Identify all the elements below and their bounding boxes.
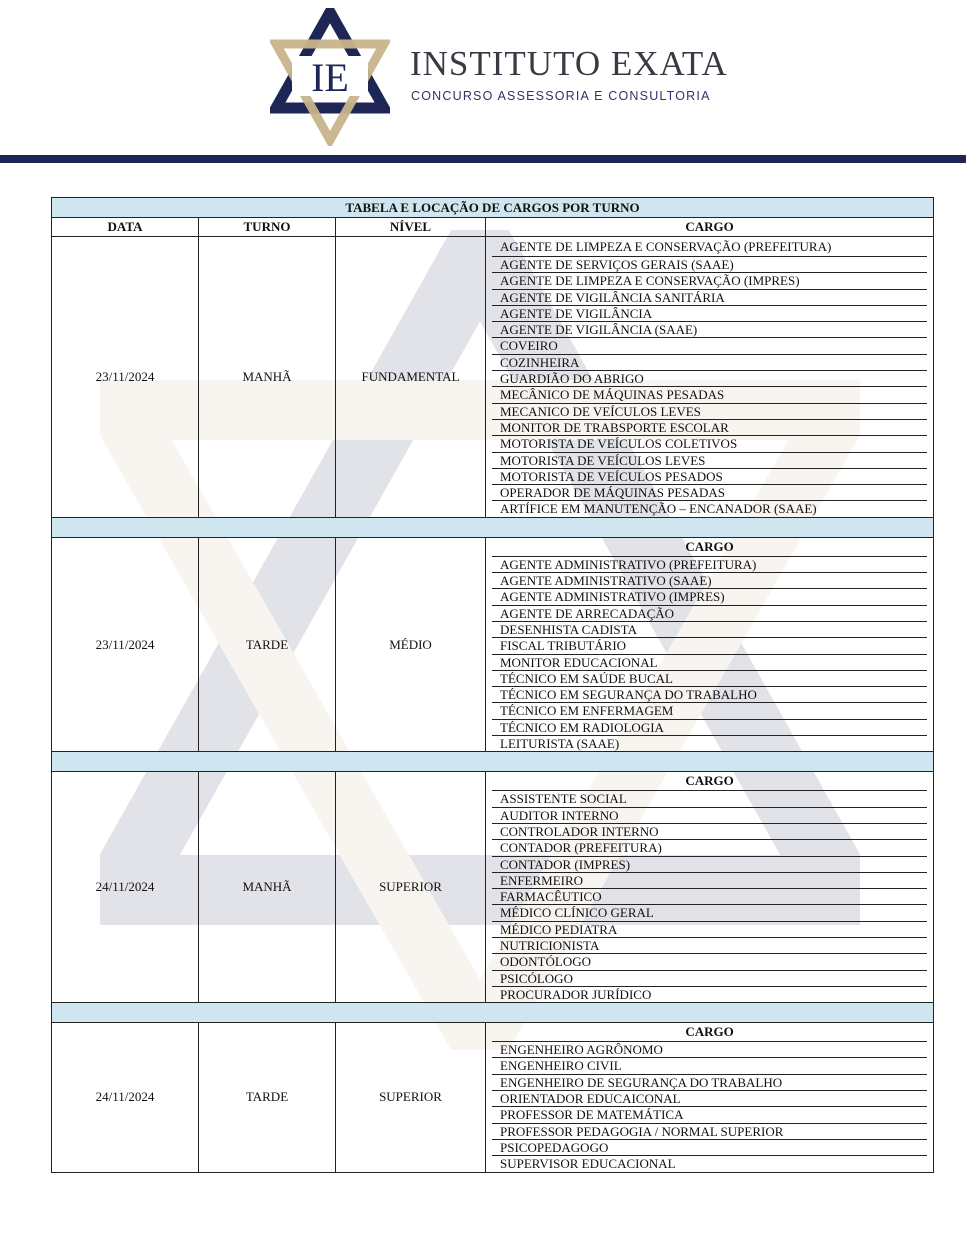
schedule-block-row xyxy=(52,1023,934,1172)
cargo-list xyxy=(492,538,927,752)
cargo-list-item: COZINHEIRA xyxy=(492,355,927,371)
cargo-list-item: TÉCNICO EM RADIOLOGIA xyxy=(492,720,927,736)
block-turno: TARDE xyxy=(199,1023,336,1172)
header-rule xyxy=(0,155,966,163)
cargo-list-item: ENGENHEIRO CIVIL xyxy=(492,1058,927,1074)
table-title: TABELA E LOCAÇÃO DE CARGOS POR TURNO xyxy=(52,198,934,218)
cargo-list-item: PSICÓLOGO xyxy=(492,971,927,987)
schedule-block-row xyxy=(52,237,934,518)
cargo-list-item: AUDITOR INTERNO xyxy=(492,808,927,824)
cargo-list-item: ENGENHEIRO AGRÔNOMO xyxy=(492,1042,927,1058)
cargo-list-item: ASSISTENTE SOCIAL xyxy=(492,791,927,807)
brand-subtitle: CONCURSO ASSESSORIA E CONSULTORIA xyxy=(411,89,711,103)
cargo-list-item: TÉCNICO EM ENFERMAGEM xyxy=(492,703,927,719)
cargo-list-item: MONITOR DE TRABSPORTE ESCOLAR xyxy=(492,420,927,436)
cargo-list xyxy=(492,1023,927,1171)
cargo-list-item: MECÂNICO DE MÁQUINAS PESADAS xyxy=(492,387,927,403)
cargo-list-item: COVEIRO xyxy=(492,338,927,354)
cargo-subheader: CARGO xyxy=(492,538,927,557)
cargo-list-item: ENGENHEIRO DE SEGURANÇA DO TRABALHO xyxy=(492,1075,927,1091)
cargo-list-item: AGENTE ADMINISTRATIVO (SAAE) xyxy=(492,573,927,589)
cargo-list-item: FISCAL TRIBUTÁRIO xyxy=(492,638,927,654)
block-turno: MANHÃ xyxy=(199,772,336,1003)
cargo-list-item: PSICOPEDAGOGO xyxy=(492,1140,927,1156)
schedule-block-row xyxy=(52,772,934,1003)
cargo-list-item: AGENTE DE ARRECADAÇÃO xyxy=(492,606,927,622)
block-nivel: MÉDIO xyxy=(336,537,486,752)
cargo-subheader: CARGO xyxy=(492,1023,927,1042)
header-date: DATA xyxy=(52,218,199,237)
block-turno: TARDE xyxy=(199,537,336,752)
instituto-exata-logo-icon xyxy=(270,8,390,146)
block-date: 23/11/2024 xyxy=(52,537,199,752)
cargo-list-item: AGENTE DE VIGILÂNCIA xyxy=(492,306,927,322)
block-date: 24/11/2024 xyxy=(52,1023,199,1172)
cargo-list-item: CONTADOR (PREFEITURA) xyxy=(492,840,927,856)
block-turno: MANHÃ xyxy=(199,237,336,518)
section-spacer xyxy=(52,517,934,537)
cargo-list-item: MOTORISTA DE VEÍCULOS COLETIVOS xyxy=(492,436,927,452)
cargo-list-item: MÉDICO CLÍNICO GERAL xyxy=(492,905,927,921)
header-cargo: CARGO xyxy=(486,218,934,237)
block-nivel: SUPERIOR xyxy=(336,772,486,1003)
cargo-list-item: MONITOR EDUCACIONAL xyxy=(492,655,927,671)
logo-monogram: IE xyxy=(311,55,349,100)
cargo-list-cell xyxy=(486,237,934,518)
cargo-list-cell xyxy=(486,537,934,752)
section-spacer xyxy=(52,752,934,772)
header-nivel: NÍVEL xyxy=(336,218,486,237)
cargo-list-item: NUTRICIONISTA xyxy=(492,938,927,954)
cargo-list-item: MOTORISTA DE VEÍCULOS LEVES xyxy=(492,453,927,469)
section-spacer xyxy=(52,1003,934,1023)
cargo-list xyxy=(492,237,927,517)
cargo-list-item: ORIENTADOR EDUCAICONAL xyxy=(492,1091,927,1107)
cargo-subheader: CARGO xyxy=(492,772,927,791)
block-nivel: SUPERIOR xyxy=(336,1023,486,1172)
section-spacer-row xyxy=(52,517,934,537)
cargo-list-item: AGENTE ADMINISTRATIVO (IMPRES) xyxy=(492,589,927,605)
cargo-list-item: PROCURADOR JURÍDICO xyxy=(500,986,652,1002)
cargo-list-item: OPERADOR DE MÁQUINAS PESADAS xyxy=(492,485,927,501)
cargo-list-item: AGENTE ADMINISTRATIVO (PREFEITURA) xyxy=(492,557,927,573)
cargo-list-item: FARMACÊUTICO xyxy=(492,889,927,905)
section-spacer-row xyxy=(52,752,934,772)
cargo-list-item: ENFERMEIRO xyxy=(492,873,927,889)
cargo-list-cell xyxy=(486,772,934,1003)
cargo-list-item: AGENTE DE LIMPEZA E CONSERVAÇÃO (PREFEITURA) xyxy=(492,237,927,257)
schedule-block-row xyxy=(52,537,934,752)
block-date: 23/11/2024 xyxy=(52,237,199,518)
cargo-list-cell xyxy=(486,1023,934,1172)
cargo-list-item: ODONTÓLOGO xyxy=(492,954,927,970)
cargo-list-item: PROFESSOR PEDAGOGIA / NORMAL SUPERIOR xyxy=(492,1124,927,1140)
cargo-list-item: MÉDICO PEDIATRA xyxy=(492,922,927,938)
cargo-list-item: PROFESSOR DE MATEMÁTICA xyxy=(492,1107,927,1123)
cargo-list-item: AGENTE DE SERVIÇOS GERAIS (SAAE) xyxy=(492,257,927,273)
cargo-list-item: MOTORISTA DE VEÍCULOS PESADOS xyxy=(492,469,927,485)
cargo-list-item: TÉCNICO EM SEGURANÇA DO TRABALHO xyxy=(492,687,927,703)
cargo-list-item: CONTROLADOR INTERNO xyxy=(492,824,927,840)
cargo-list-item: AGENTE DE VIGILÂNCIA SANITÁRIA xyxy=(492,290,927,306)
brand-name: INSTITUTO EXATA xyxy=(410,44,728,83)
cargo-list-item: DESENHISTA CADISTA xyxy=(492,622,927,638)
document-header xyxy=(0,0,966,165)
cargo-list-item: AGENTE DE LIMPEZA E CONSERVAÇÃO (IMPRES) xyxy=(492,273,927,289)
cargo-list-item: CONTADOR (IMPRES) xyxy=(492,857,927,873)
cargo-list-item: SUPERVISOR EDUCACIONAL xyxy=(500,1156,676,1172)
cargos-table xyxy=(51,197,934,1173)
cargo-list xyxy=(492,772,927,1002)
section-spacer-row xyxy=(52,1003,934,1023)
cargo-list-item: MECANICO DE VEÍCULOS LEVES xyxy=(492,404,927,420)
block-date: 24/11/2024 xyxy=(52,772,199,1003)
block-nivel: FUNDAMENTAL xyxy=(336,237,486,518)
table-header-row xyxy=(52,218,934,237)
cargo-list-item: GUARDIÃO DO ABRIGO xyxy=(492,371,927,387)
cargo-list-item: AGENTE DE VIGILÂNCIA (SAAE) xyxy=(492,322,927,338)
header-turno: TURNO xyxy=(199,218,336,237)
table-title-row xyxy=(52,198,934,218)
cargo-list-item: TÉCNICO EM SAÚDE BUCAL xyxy=(492,671,927,687)
cargo-list-item: ARTÍFICE EM MANUTENÇÃO – ENCANADOR (SAAE) xyxy=(500,501,817,517)
cargo-list-item: LEITURISTA (SAAE) xyxy=(500,736,620,752)
